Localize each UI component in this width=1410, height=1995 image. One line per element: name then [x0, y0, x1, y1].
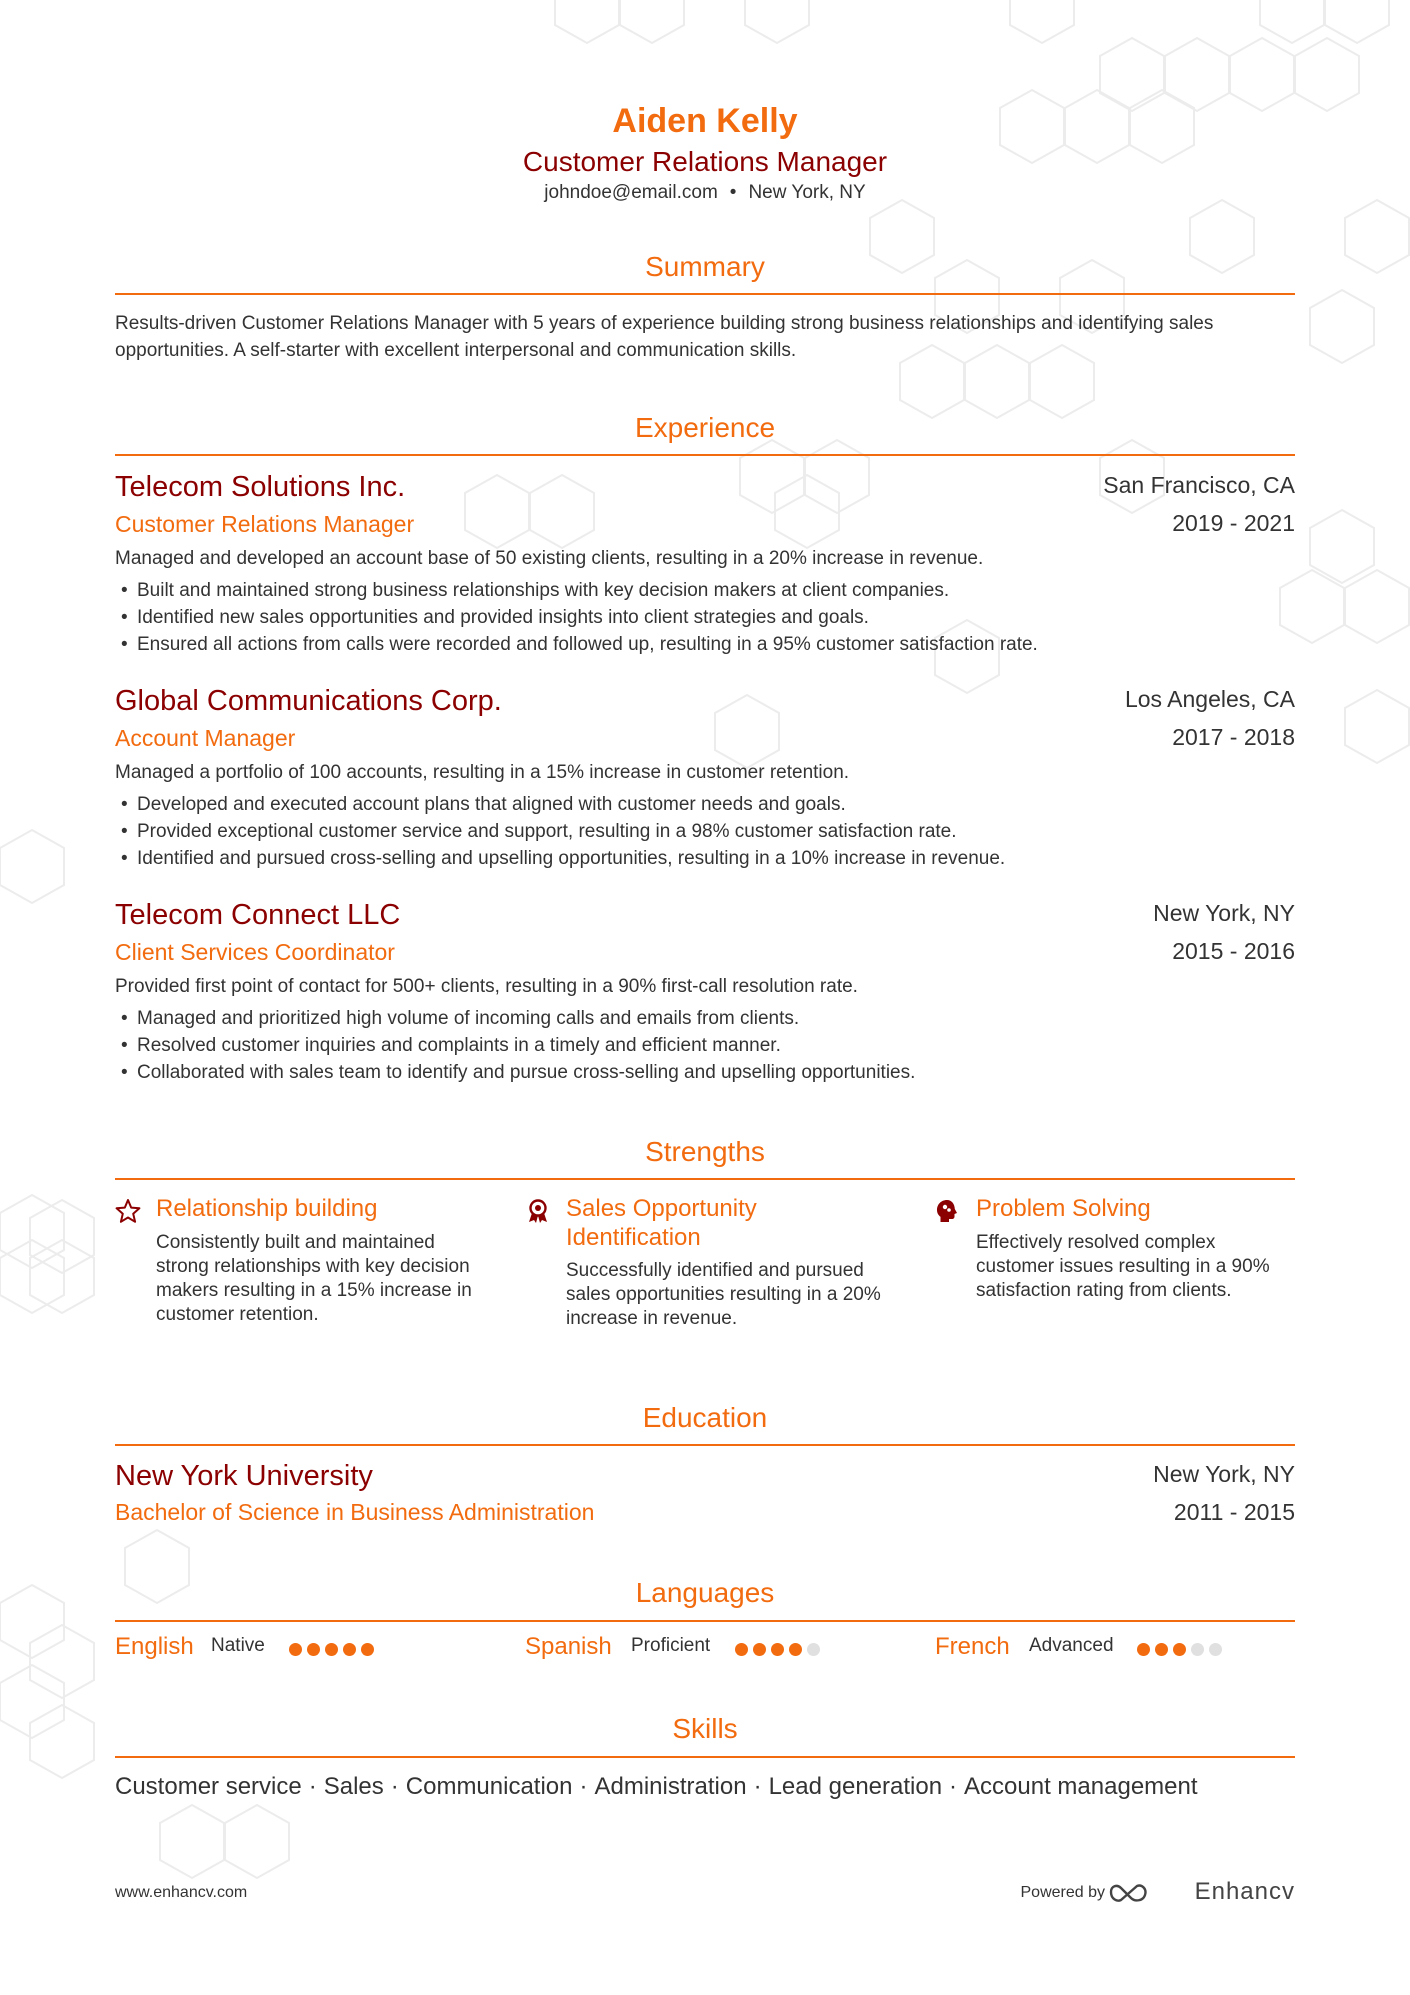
language-level: Advanced — [1029, 1635, 1114, 1656]
job-description: Managed a portfolio of 100 accounts, resulting in a 15% increase in customer retention. — [115, 762, 850, 783]
experience-heading: Experience — [634, 412, 776, 443]
award-icon — [525, 1198, 551, 1224]
location-text: New York, NY — [748, 182, 866, 203]
skill-item: Lead generation — [768, 1773, 943, 1800]
job-location: New York, NY — [1153, 900, 1295, 926]
skill-item: Account management — [964, 1773, 1198, 1800]
strength-description: Successfully identified and pursued sales opportunities resulting in a 20% increase in revenue. — [566, 1260, 881, 1329]
skill-item: Administration — [594, 1773, 747, 1800]
rating-dot-filled — [325, 1643, 338, 1656]
job-dates: 2019 - 2021 — [1172, 510, 1295, 536]
job-bullets — [115, 1005, 915, 1086]
footer-branding[interactable] — [875, 1876, 1295, 1908]
rating-dot-filled — [735, 1643, 748, 1656]
enhancv-logo-text: Enhancv — [1194, 1878, 1295, 1905]
job-company: Telecom Connect LLC — [115, 899, 401, 931]
rating-dot-filled — [1173, 1643, 1186, 1656]
experience-divider — [115, 454, 1295, 456]
job-bullet: • Developed and executed account plans that aligned with customer needs and goals. — [115, 791, 1005, 818]
education-location: New York, NY — [1153, 1461, 1295, 1487]
skills-list — [115, 1773, 1198, 1801]
skill-separator: · — [308, 1773, 317, 1800]
candidate-title: Customer Relations Manager — [522, 146, 888, 177]
job-role: Client Services Coordinator — [115, 939, 395, 965]
skills-heading: Skills — [672, 1713, 738, 1744]
job-company: Global Communications Corp. — [115, 685, 502, 717]
job-bullet: • Identified and pursued cross-selling and upselling opportunities, resulting in a 10% increase in revenue. — [115, 845, 1005, 872]
job-bullet: • Ensured all actions from calls were recorded and followed up, resulting in a 95% customer satisfaction rate. — [115, 631, 1038, 658]
strength-description: Effectively resolved complex customer issues resulting in a 90% satisfaction rating from clients. — [976, 1232, 1270, 1301]
footer-website-link[interactable]: www.enhancv.com — [115, 1884, 248, 1901]
separator-dot: • — [729, 182, 737, 203]
languages-divider — [115, 1620, 1295, 1622]
job-bullets — [115, 791, 1005, 872]
language-item — [935, 1633, 1295, 1669]
language-name: English — [115, 1633, 194, 1660]
job-location: Los Angeles, CA — [1124, 686, 1295, 712]
job-bullet: • Collaborated with sales team to identify and pursue cross-selling and upselling opportunities. — [115, 1059, 915, 1086]
education-divider — [115, 1444, 1295, 1446]
language-item — [525, 1633, 885, 1669]
job-location: San Francisco, CA — [1103, 472, 1295, 498]
job-description: Managed and developed an account base of 50 existing clients, resulting in a 20% increase in revenue. — [115, 548, 984, 569]
skill-separator: · — [390, 1773, 399, 1800]
language-level: Native — [211, 1635, 265, 1656]
education-heading: Education — [642, 1402, 768, 1433]
job-dates: 2017 - 2018 — [1172, 724, 1295, 750]
email-link[interactable]: johndoe@email.com — [544, 182, 718, 203]
rating-dot-filled — [753, 1643, 766, 1656]
strength-title: Sales Opportunity Identification — [566, 1195, 757, 1251]
summary-divider — [115, 293, 1295, 295]
summary-text: Results-driven Customer Relations Manager with 5 years of experience building strong business relationships and identifying sales opportunities. A self-starter with excellent interpersonal and communication skills. — [115, 313, 1214, 361]
education-degree: Bachelor of Science in Business Administration — [115, 1499, 595, 1525]
strengths-divider — [115, 1178, 1295, 1180]
job-bullet: • Built and maintained strong business relationships with key decision makers at client companies. — [115, 577, 1038, 604]
education-dates: 2011 - 2015 — [1173, 1499, 1295, 1525]
strengths-heading: Strengths — [645, 1136, 765, 1167]
job-bullet: • Managed and prioritized high volume of incoming calls and emails from clients. — [115, 1005, 915, 1032]
strength-title: Relationship building — [156, 1195, 378, 1222]
skill-item: Sales — [323, 1773, 384, 1800]
rating-dot-empty — [1209, 1643, 1222, 1656]
enhancv-logo-icon — [1107, 1880, 1153, 1904]
language-name: French — [935, 1633, 1010, 1660]
job-bullet: • Resolved customer inquiries and complaints in a timely and efficient manner. — [115, 1032, 915, 1059]
rating-dot-filled — [307, 1643, 320, 1656]
skills-divider — [115, 1756, 1295, 1758]
rating-dot-filled — [1137, 1643, 1150, 1656]
languages-heading: Languages — [635, 1577, 775, 1608]
skill-separator: · — [579, 1773, 588, 1800]
brain-head-icon — [935, 1198, 961, 1224]
job-company: Telecom Solutions Inc. — [115, 471, 406, 503]
rating-dot-filled — [789, 1643, 802, 1656]
contact-line — [0, 182, 1410, 204]
star-icon — [115, 1198, 141, 1224]
job-bullet: • Provided exceptional customer service and support, resulting in a 98% customer satisfaction rate. — [115, 818, 1005, 845]
skill-separator: · — [949, 1773, 958, 1800]
skill-item: Communication — [405, 1773, 573, 1800]
language-level: Proficient — [631, 1635, 711, 1656]
skill-separator: · — [753, 1773, 762, 1800]
skill-item: Customer service — [115, 1773, 302, 1800]
rating-dot-empty — [807, 1643, 820, 1656]
language-item — [115, 1633, 475, 1669]
rating-dot-filled — [1155, 1643, 1168, 1656]
job-bullets — [115, 577, 1038, 658]
rating-dot-empty — [1191, 1643, 1204, 1656]
job-role: Account Manager — [115, 725, 296, 751]
job-bullet: • Identified new sales opportunities and provided insights into client strategies and goals. — [115, 604, 1038, 631]
strength-description: Consistently built and maintained strong relationships with key decision makers resulting in a 15% increase in customer retention. — [156, 1232, 472, 1325]
job-description: Provided first point of contact for 500+ clients, resulting in a 90% first-call resolution rate. — [115, 976, 858, 997]
job-role: Customer Relations Manager — [115, 511, 415, 537]
powered-by-text: Powered by — [1020, 1884, 1105, 1901]
strength-title: Problem Solving — [976, 1195, 1151, 1222]
rating-dot-filled — [771, 1643, 784, 1656]
candidate-name: Aiden Kelly — [612, 102, 798, 140]
job-dates: 2015 - 2016 — [1172, 938, 1295, 964]
summary-heading: Summary — [645, 251, 765, 282]
language-name: Spanish — [525, 1633, 612, 1660]
education-school: New York University — [115, 1460, 373, 1492]
rating-dot-filled — [361, 1643, 374, 1656]
rating-dot-filled — [289, 1643, 302, 1656]
rating-dot-filled — [343, 1643, 356, 1656]
